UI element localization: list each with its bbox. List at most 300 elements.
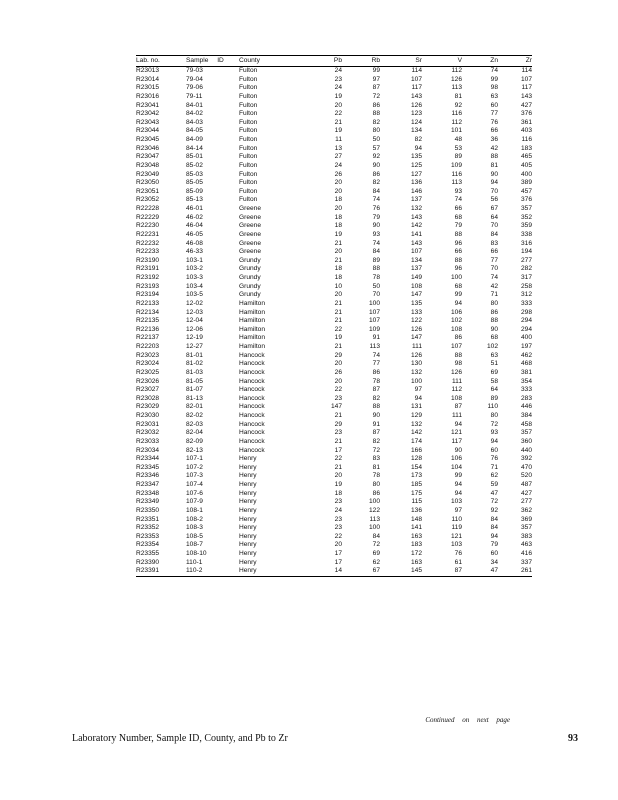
v-cell: 93 [454,187,462,195]
zr-cell: 357 [520,524,532,532]
table-row [136,145,532,154]
pb-cell: 21 [334,412,342,419]
rb-cell: 100 [368,524,380,532]
zn-cell: 94 [490,532,498,540]
pb-cell: 18 [334,489,342,497]
table-row [136,369,532,378]
zr-cell: 333 [520,299,532,307]
pb-cell: 21 [334,317,342,325]
sr-cell: 122 [410,317,422,325]
v-cell: 106 [450,308,462,316]
zn-cell: 99 [490,75,498,83]
county-cell: Hancock [239,351,265,359]
v-cell: 87 [422,567,462,576]
sample-id-cell: 12-03 [186,308,203,316]
rb-cell: 57 [372,144,380,152]
sample-id-cell: 81-01 [186,351,203,359]
table-row [136,490,532,499]
table-row [136,533,532,542]
pb-cell: 20 [334,179,342,187]
rb-cell: 90 [372,222,380,230]
v-cell: 102 [450,317,462,325]
v-cell: 90 [454,446,462,454]
county-cell: Greene [239,213,261,221]
sample-id-cell: 79-06 [186,84,203,92]
v-cell: 98 [454,360,462,368]
sample-id-cell: 110-1 [186,558,203,566]
sr-cell: 137 [410,196,422,204]
pb-cell: 20 [334,101,342,109]
sr-cell: 185 [410,481,422,488]
county-cell: Hancock [239,394,265,402]
sr-cell: 135 [410,153,422,161]
zn-cell: 88 [490,153,498,161]
sample-id-cell: 81-03 [186,368,203,376]
pb-cell: 23 [334,75,342,83]
sr-cell: 132 [410,205,422,212]
county-cell: Fulton [239,153,258,161]
lab-no-cell: R23032 [136,429,160,437]
zn-cell: 86 [490,308,498,316]
zr-cell: 381 [520,368,532,376]
sample-id-cell: 81-02 [186,360,203,368]
zn-cell: 71 [490,291,498,299]
zr-cell: 316 [520,239,532,247]
rb-cell: 82 [372,437,380,445]
zr-cell: 312 [520,291,532,299]
sample-id-cell: 107-6 [186,489,203,497]
table-row [136,438,532,447]
sr-cell: 132 [410,368,422,376]
v-cell: 110 [451,515,462,523]
zr-cell: 107 [520,75,532,83]
zr-cell: 361 [520,118,532,126]
header-sample-id [186,56,239,67]
zr-cell: 384 [520,412,532,419]
county-cell: Hancock [239,403,265,411]
lab-no-cell: R23352 [136,524,160,532]
lab-no-cell: R23345 [136,463,160,471]
rb-cell: 80 [372,481,380,488]
lab-no-cell: R23351 [136,515,160,523]
county-cell: Fulton [239,127,258,135]
sample-id-cell: 81-13 [186,394,203,402]
sr-cell: 163 [410,558,422,566]
lab-no-cell: R23026 [136,377,160,385]
table-row [136,291,532,300]
table-row [136,403,532,412]
county-cell: Hancock [239,360,265,368]
header-rb: Rb [342,56,380,67]
zn-cell: 66 [490,127,498,135]
sr-cell: 143 [410,213,422,221]
header-sr: Sr [380,56,422,67]
zn-cell: 36 [490,136,498,143]
lab-no-cell: R23042 [136,110,160,118]
pb-cell: 29 [334,420,342,428]
rb-cell: 107 [368,308,380,316]
zr-cell: 197 [520,343,532,350]
sr-cell: 126 [410,325,422,333]
rb-cell: 86 [372,489,380,497]
county-cell: Hamilton [239,325,266,333]
sample-id-cell: 12-06 [186,325,203,333]
rb-cell: 88 [372,403,380,411]
county-cell: Greene [239,222,261,230]
lab-no-cell: R23050 [136,179,160,187]
sample-id-cell: 82-01 [186,403,203,411]
table-row [136,102,532,111]
zr-cell: 470 [520,463,532,471]
lab-no-cell: R23046 [136,144,160,152]
zn-cell: 92 [490,506,498,514]
table-row [136,257,532,266]
table-row [136,334,532,343]
v-cell: 126 [450,75,462,83]
sample-id-cell: 85-02 [186,161,203,169]
sr-cell: 136 [410,179,422,187]
sr-cell: 108 [410,282,422,290]
table-row [136,84,532,93]
pb-cell: 21 [334,463,342,471]
pb-cell: 21 [334,437,342,445]
pb-cell: 21 [334,343,342,350]
v-cell: 106 [450,455,462,463]
county-cell: Fulton [239,101,258,109]
table-row [136,567,532,576]
v-cell: 113 [451,179,462,187]
table-row [136,472,532,481]
sr-cell: 131 [410,403,422,411]
county-cell: Hamilton [239,334,266,342]
table-row [136,248,532,257]
lab-no-cell: R23025 [136,368,160,376]
county-cell: Henry [239,463,257,471]
rb-cell: 82 [372,394,380,402]
zn-cell: 83 [490,239,498,247]
sr-cell: 141 [410,230,422,238]
rb-cell: 90 [372,412,380,419]
zn-cell: 47 [490,489,498,497]
lab-no-cell: R23194 [136,291,160,299]
table-row [136,231,532,240]
rb-cell: 86 [372,170,380,178]
lab-no-cell: R23030 [136,412,160,419]
v-cell: 121 [450,532,462,540]
rb-cell: 92 [372,153,380,161]
zr-cell: 405 [520,161,532,169]
county-cell: Henry [239,541,257,549]
rb-cell: 100 [368,498,380,506]
v-cell: 113 [451,84,462,92]
v-cell: 112 [451,386,462,394]
sr-cell: 125 [410,161,422,169]
zn-cell: 72 [490,498,498,506]
sr-cell: 146 [410,187,422,195]
county-cell: Greene [239,205,261,212]
lab-no-cell: R23033 [136,437,160,445]
sample-id-cell: 81-05 [186,377,203,385]
county-cell: Hamilton [239,299,266,307]
v-cell: 103 [450,498,462,506]
rb-cell: 122 [368,506,380,514]
sample-id-cell: 85-01 [186,153,203,161]
pb-cell: 29 [334,351,342,359]
county-cell: Greene [239,248,261,256]
rb-cell: 86 [372,368,380,376]
zn-cell: 42 [490,144,498,152]
sample-id-cell: 107-1 [186,455,203,463]
v-cell: 88 [454,351,462,359]
zn-cell: 76 [490,118,498,126]
zn-cell: 47 [462,567,498,576]
lab-no-cell: R23348 [136,489,160,497]
zn-cell: 77 [490,256,498,264]
county-cell: Fulton [239,136,258,143]
zr-cell: 392 [520,455,532,463]
sample-id-cell: 46-33 [186,248,203,256]
header-v: V [422,56,462,67]
zr-cell: 400 [520,334,532,342]
sr-cell: 172 [410,550,422,557]
v-cell: 76 [454,550,462,557]
lab-no-cell: R23043 [136,118,160,126]
sr-cell: 126 [410,351,422,359]
pb-cell: 22 [334,325,342,333]
table-row [136,76,532,85]
lab-no-cell: R23346 [136,472,160,480]
sample-id-cell: 108-2 [186,515,203,523]
lab-no-cell: R23048 [136,161,160,169]
v-cell: 108 [450,394,462,402]
rb-cell: 93 [372,230,380,238]
pb-cell: 18 [334,265,342,273]
lab-no-cell: R23350 [136,506,160,514]
lab-no-cell: R22137 [136,334,160,342]
zn-cell: 58 [490,377,498,385]
zn-cell: 93 [490,429,498,437]
county-cell: Fulton [239,170,258,178]
rb-cell: 77 [372,360,380,368]
rb-cell: 113 [369,515,380,523]
lab-no-cell: R23031 [136,420,160,428]
v-cell: 109 [450,161,462,169]
rb-cell: 50 [372,136,380,143]
table-row [136,412,532,421]
v-cell: 111 [451,412,462,419]
pb-cell: 26 [334,368,342,376]
zn-cell: 71 [490,463,498,471]
header-id: ID [217,57,224,64]
header-lab-no: Lab. no. [136,56,186,67]
rb-cell: 74 [372,196,380,204]
sr-cell: 129 [410,412,422,419]
sr-cell: 134 [410,127,422,135]
sr-cell: 114 [411,67,422,74]
rb-cell: 80 [372,127,380,135]
pb-cell: 14 [299,567,342,576]
pb-cell: 17 [334,558,342,566]
zn-cell: 90 [490,170,498,178]
sample-id-cell: 108-10 [186,550,207,557]
zr-cell: 487 [520,481,532,488]
rb-cell: 109 [368,325,380,333]
county-cell: Fulton [239,179,258,187]
zn-cell: 94 [490,179,498,187]
lab-no-cell: R23353 [136,532,160,540]
header-county: County [239,56,299,67]
sample-id-cell: 12-02 [186,299,203,307]
county-cell: Henry [239,455,257,463]
table-row [136,136,532,145]
v-cell: 100 [450,274,462,281]
zr-cell: 376 [520,196,532,204]
sr-cell: 107 [410,75,422,83]
sample-id-cell: 46-05 [186,230,203,238]
zn-cell: 34 [490,558,498,566]
sample-id-cell: 110-2 [186,567,239,576]
v-cell: 121 [450,429,462,437]
county-cell: Hancock [239,368,265,376]
sample-id-cell: 81-07 [186,386,203,394]
lab-no-cell: R22136 [136,325,160,333]
lab-no-cell: R22228 [136,205,160,212]
sr-cell: 117 [411,84,422,92]
sample-id-cell: 12-04 [186,317,203,325]
table-row [136,421,532,430]
zr-cell: 403 [520,127,532,135]
county-cell: Henry [239,550,257,557]
zr-cell: 446 [520,403,532,411]
zr-cell: 117 [521,84,532,92]
zn-cell: 81 [490,161,498,169]
v-cell: 87 [454,403,462,411]
pb-cell: 19 [334,481,342,488]
zn-cell: 64 [490,386,498,394]
pb-cell: 13 [334,144,342,152]
sr-cell: 149 [410,274,422,281]
v-cell: 88 [454,256,462,264]
county-cell: Henry [239,515,257,523]
v-cell: 86 [454,334,462,342]
zn-cell: 110 [487,403,498,411]
table-row [136,343,532,352]
sample-id-cell: 82-03 [186,420,203,428]
zn-cell: 56 [490,196,498,204]
pb-cell: 20 [334,377,342,385]
rb-cell: 113 [369,343,380,350]
lab-no-cell: R23347 [136,481,160,488]
table-row [136,429,532,438]
table-row [136,464,532,473]
table-row [136,274,532,283]
lab-no-cell: R23016 [136,92,160,100]
v-cell: 104 [450,463,462,471]
lab-no-cell: R22231 [136,230,160,238]
zn-cell: 66 [490,248,498,256]
county-cell: Fulton [239,161,258,169]
rb-cell: 78 [372,472,380,480]
v-cell: 94 [454,489,462,497]
sample-id-cell: 107-2 [186,463,203,471]
sr-cell: 107 [410,248,422,256]
zn-cell: 67 [490,205,498,212]
sr-cell: 100 [410,377,422,385]
sr-cell: 94 [414,394,422,402]
sr-cell: 135 [410,299,422,307]
county-cell: Grundy [239,282,261,290]
pb-cell: 24 [334,161,342,169]
county-cell: Henry [239,532,257,540]
rb-cell: 84 [372,187,380,195]
sr-cell: 123 [410,110,422,118]
sr-cell: 143 [410,239,422,247]
sample-id-cell: 84-09 [186,136,203,143]
pb-cell: 21 [334,308,342,316]
rb-cell: 97 [372,75,380,83]
zr-cell: 114 [521,67,532,74]
rb-cell: 90 [372,161,380,169]
sr-cell: 115 [411,498,422,506]
sample-id-cell: 103-1 [186,256,203,264]
rb-cell: 74 [372,239,380,247]
sample-id-cell: 85-09 [186,187,203,195]
zn-cell: 70 [490,187,498,195]
sr-cell: 128 [410,455,422,463]
county-cell: Henry [239,558,257,566]
lab-no-cell: R22230 [136,222,160,230]
sr-cell: 166 [410,446,422,454]
v-cell: 112 [451,118,462,126]
county-cell: Henry [239,472,257,480]
table-header [136,56,532,67]
pb-cell: 26 [334,170,342,178]
pb-cell: 20 [334,248,342,256]
zn-cell: 84 [490,515,498,523]
zn-cell: 102 [486,343,498,350]
table-row [136,395,532,404]
county-cell: Fulton [239,144,258,152]
county-cell: Grundy [239,274,261,281]
lab-no-cell: R23049 [136,170,160,178]
pb-cell: 18 [334,274,342,281]
table-row [136,162,532,171]
sr-cell: 147 [410,291,422,299]
lab-no-cell: R23044 [136,127,160,135]
county-cell: Fulton [239,196,258,204]
zr-cell: 465 [520,153,532,161]
zn-cell: 89 [490,394,498,402]
sample-id-cell: 108-1 [186,506,203,514]
lab-no-cell: R23051 [136,187,160,195]
header-zn: Zn [462,56,498,67]
lab-no-cell: R23024 [136,360,160,368]
zn-cell: 84 [490,524,498,532]
pb-cell: 20 [334,360,342,368]
rb-cell: 79 [372,213,380,221]
zn-cell: 70 [490,222,498,230]
zn-cell: 74 [490,274,498,281]
sr-cell: 154 [410,463,422,471]
county-cell: Hancock [239,446,265,454]
zn-cell: 51 [490,360,498,368]
v-cell: 96 [454,265,462,273]
pb-cell: 19 [334,127,342,135]
county-cell: Henry [239,489,257,497]
pb-cell: 19 [334,230,342,238]
page-number: 93 [568,733,578,744]
county-cell: Greene [239,230,261,238]
